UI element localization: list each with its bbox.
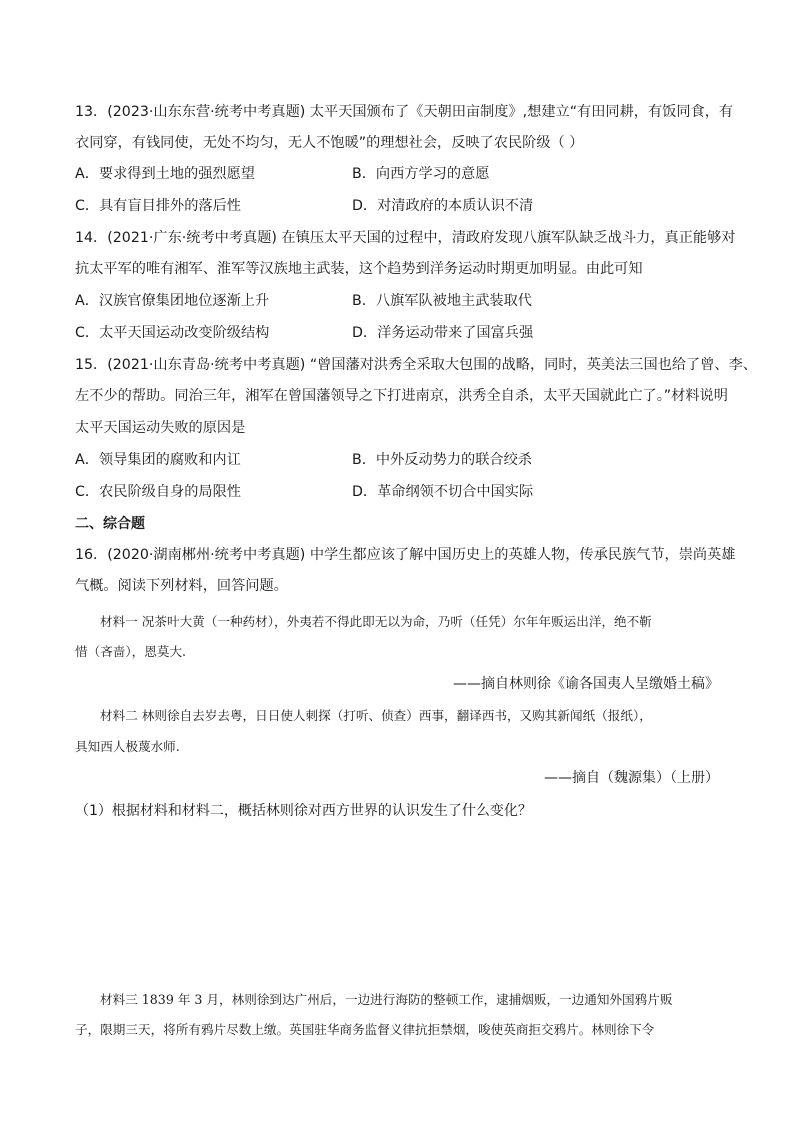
q15-option-c[interactable]: C．农民阶级自身的局限性 xyxy=(75,484,241,500)
material-2-line2: 具知西人极蔑水师. xyxy=(75,739,180,754)
q13-option-d[interactable]: D．对清政府的本质认识不清 xyxy=(352,198,534,214)
q13-option-b[interactable]: B．向西方学习的意愿 xyxy=(352,166,490,182)
section-heading-comprehensive: 二、综合题 xyxy=(75,516,145,532)
material-3-line2: 子，限期三天，将所有鸦片尽数上缴。英国驻华商务监督义律抗拒禁烟，唆使英商拒交鸦片。林则徐下令 xyxy=(75,1022,655,1037)
material-2-source: ——摘自（魏源集）（上册） xyxy=(544,770,719,786)
q15-option-a[interactable]: A．领导集团的腐败和内讧 xyxy=(75,452,241,468)
q16-stem-line2: 气概。阅读下列材料，回答问题。 xyxy=(75,578,288,594)
q16-subquestion-1: （1）根据材料和材料二，概括林则徐对西方世界的认识发生了什么变化？ xyxy=(75,803,532,819)
q14-option-a[interactable]: A．汉族官僚集团地位逐渐上升 xyxy=(75,293,270,309)
q14-option-c[interactable]: C．太平天国运动改变阶级结构 xyxy=(75,325,270,341)
q13-stem-line2: 衣同穿，有钱同使，无处不均匀，无人不饱暖”的理想社会，反映了农民阶级（ ） xyxy=(75,135,584,151)
material-1-source: ——摘自林则徐《谕各国夷人呈缴婚土稿》 xyxy=(453,676,719,692)
material-3-line1: 材料三 1839 年 3 月，林则徐到达广州后，一边进行海防的整顿工作，逮捕烟贩，一边通知外国鸦片贩 xyxy=(100,992,673,1007)
q14-option-d[interactable]: D．洋务运动带来了国富兵强 xyxy=(352,325,534,341)
q15-stem-line1: 15．(2021·山东青岛·统考中考真题) “曾国藩对洪秀全采取大包围的战略，同时，英美法三国也给了曾、李、 xyxy=(75,357,757,373)
q15-option-d[interactable]: D．革命纲领不切合中国实际 xyxy=(352,484,534,500)
q13-stem-line1: 13．(2023·山东东营·统考中考真题) 太平天国颁布了《天朝田亩制度》,想建立“有田同耕，有饭同食，有 xyxy=(75,104,734,120)
q14-option-b[interactable]: B．八旗军队被地主武装取代 xyxy=(352,293,532,309)
q15-option-b[interactable]: B．中外反动势力的联合绞杀 xyxy=(352,452,532,468)
material-1-line2: 惜（吝啬），恩莫大. xyxy=(75,644,187,659)
q13-option-c[interactable]: C．具有盲目排外的落后性 xyxy=(75,198,241,214)
q15-stem-line2: 左不少的帮助。同治三年，湘军在曾国藩领导之下打进南京，洪秀全自杀，太平天国就此亡了。”材料说明 xyxy=(75,388,728,404)
material-1-line1: 材料一 况茶叶大黄（一种药材），外夷若不得此即无以为命，乃听（任凭）尔年年贩运出洋，绝不靳 xyxy=(100,614,652,629)
material-2-line1: 材料二 林则徐自去岁去粤，日日使人刺探（打听、侦查）西事，翻译西书，又购其新闻纸（报纸）， xyxy=(100,708,652,723)
q15-stem-line3: 太平天国运动失败的原因是 xyxy=(75,420,246,436)
q16-stem-line1: 16．(2020·湖南郴州·统考中考真题) 中学生都应该了解中国历史上的英雄人物，传承民族气节，崇尚英雄 xyxy=(75,547,736,563)
q14-stem-line2: 抗太平军的唯有湘军、淮军等汉族地主武装，这个趋势到洋务运动时期更加明显。由此可知 xyxy=(75,261,643,277)
q13-option-a[interactable]: A．要求得到土地的强烈愿望 xyxy=(75,166,255,182)
q14-stem-line1: 14．(2021·广东·统考中考真题) 在镇压太平天国的过程中，清政府发现八旗军队缺乏战斗力，真正能够对 xyxy=(75,230,736,246)
